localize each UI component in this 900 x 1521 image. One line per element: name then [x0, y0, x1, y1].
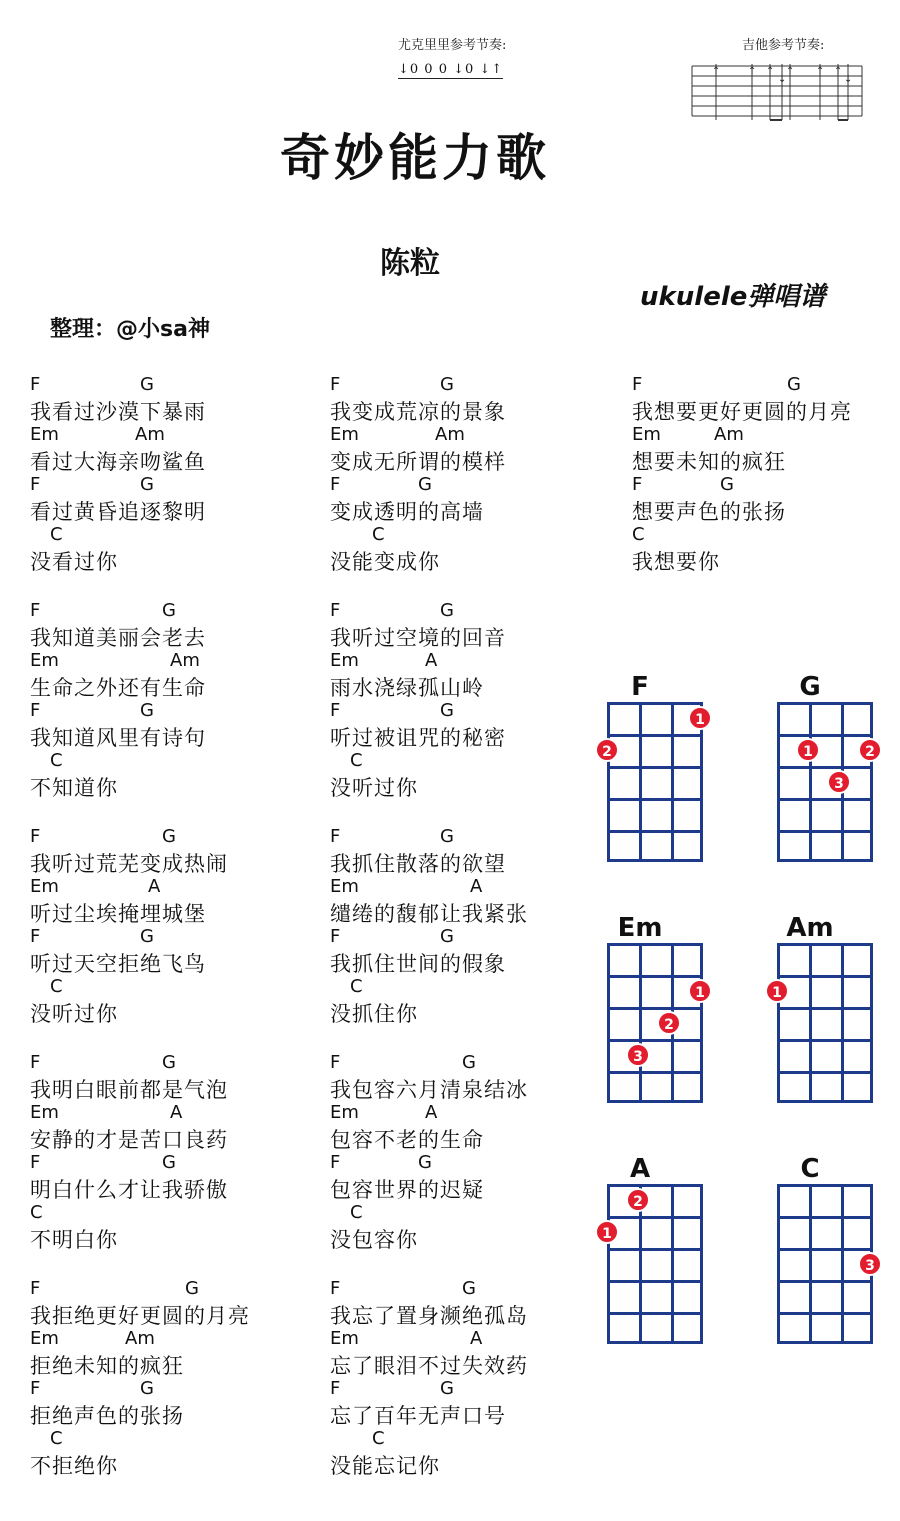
chord-symbol: Em — [330, 876, 359, 897]
chord-row — [30, 698, 206, 722]
svg-text:↑: ↑ — [748, 66, 757, 77]
chord-symbol: C — [372, 524, 385, 545]
sheet-subtitle: ukulele弹唱谱 — [640, 282, 826, 312]
chord-symbol: G — [720, 474, 734, 495]
lyric-text: 我想要你 — [632, 550, 720, 574]
chord-symbol: Em — [30, 1102, 59, 1123]
chord-diagram-name: A — [629, 1154, 651, 1184]
lyric-text: 我抓住散落的欲望 — [330, 852, 506, 876]
lyric-text: 不知道你 — [30, 776, 118, 800]
chord-symbol: G — [462, 1278, 476, 1299]
lyric-text: 看过黄昏追逐黎明 — [30, 500, 206, 524]
arranger-credit: 整理：@小sa神 — [50, 317, 210, 342]
chord-symbol: F — [330, 474, 341, 495]
chord-diagram-am — [745, 913, 875, 1113]
lyric-line — [330, 1100, 484, 1154]
chord-row — [30, 472, 206, 496]
chord-symbol: A — [425, 650, 438, 671]
lyric-text: 生命之外还有生命 — [30, 676, 206, 700]
lyric-line — [330, 1376, 506, 1430]
chord-row — [30, 1426, 118, 1450]
chord-symbol: Am — [714, 424, 744, 445]
chord-symbol: G — [418, 474, 432, 495]
lyric-text: 没看过你 — [30, 550, 118, 574]
chord-row — [30, 824, 228, 848]
chord-symbol: Em — [30, 1328, 59, 1349]
chord-symbol: C — [50, 750, 63, 771]
lyric-text: 我拒绝更好更圆的月亮 — [30, 1304, 250, 1328]
chord-symbol: F — [330, 1152, 341, 1173]
lyric-line — [330, 372, 506, 426]
finger-dot: 1 — [688, 706, 712, 730]
svg-text:↑: ↑ — [786, 66, 795, 77]
chord-symbol: F — [30, 826, 41, 847]
finger-dot: 1 — [765, 979, 789, 1003]
finger-dot: 3 — [827, 770, 851, 794]
chord-diagram-name: C — [800, 1154, 820, 1184]
uke-rhythm-pattern: ↓0 0 0 ↓0 ↓↑ — [398, 62, 504, 77]
lyric-line — [632, 372, 852, 426]
lyric-text: 想要声色的张扬 — [632, 500, 786, 524]
lyric-line — [330, 1050, 528, 1104]
lyric-text: 没能变成你 — [330, 550, 440, 574]
chord-row — [30, 1150, 228, 1174]
lyric-text: 安静的才是苦口良药 — [30, 1128, 228, 1152]
chord-diagram-name: Am — [786, 913, 834, 943]
chord-symbol: G — [440, 826, 454, 847]
lyric-line — [30, 372, 206, 426]
chord-symbol: C — [350, 1202, 363, 1223]
finger-dot: 1 — [595, 1220, 619, 1244]
chord-symbol: Am — [170, 650, 200, 671]
lyric-line — [330, 748, 418, 802]
song-title: 奇妙能力歌 — [280, 129, 550, 187]
chord-symbol: Em — [330, 424, 359, 445]
lyric-line — [30, 1426, 118, 1480]
lyric-line — [330, 522, 440, 576]
chord-row — [30, 1050, 228, 1074]
lyric-line — [632, 422, 786, 476]
chord-symbol: F — [30, 1378, 41, 1399]
chord-symbol: C — [50, 1428, 63, 1449]
chord-symbol: F — [330, 700, 341, 721]
lyric-line — [30, 422, 206, 476]
chord-diagram-name: Em — [617, 913, 663, 943]
chord-row — [30, 1276, 250, 1300]
chord-row — [632, 372, 852, 396]
chord-row — [30, 372, 206, 396]
chord-symbol: Am — [135, 424, 165, 445]
lyric-text: 我变成荒凉的景象 — [330, 400, 506, 424]
chord-row — [330, 522, 440, 546]
lyric-text: 没听过你 — [30, 1002, 118, 1026]
lyric-text: 变成无所谓的模样 — [330, 450, 506, 474]
lyric-text: 我知道美丽会老去 — [30, 626, 206, 650]
chord-row — [330, 698, 506, 722]
lyric-text: 拒绝未知的疯狂 — [30, 1354, 184, 1378]
lyric-text: 我知道风里有诗句 — [30, 726, 206, 750]
chord-symbol: G — [140, 1378, 154, 1399]
lyric-line — [330, 472, 484, 526]
chord-symbol: G — [162, 1052, 176, 1073]
chord-diagram-name: F — [631, 672, 649, 702]
chord-symbol: A — [148, 876, 161, 897]
finger-dot: 1 — [796, 738, 820, 762]
chord-symbol: C — [632, 524, 645, 545]
chord-row — [30, 1200, 118, 1224]
chord-symbol: C — [350, 976, 363, 997]
chord-row — [632, 472, 786, 496]
lyric-line — [330, 1276, 528, 1330]
lyric-text: 我抓住世间的假象 — [330, 952, 506, 976]
chord-symbol: G — [440, 1378, 454, 1399]
chord-symbol: Am — [435, 424, 465, 445]
lyric-line — [30, 924, 206, 978]
finger-dot: 2 — [595, 738, 619, 762]
lyric-line — [330, 824, 506, 878]
chord-symbol: F — [632, 474, 643, 495]
chord-row — [330, 1050, 528, 1074]
chord-symbol: G — [440, 374, 454, 395]
lyric-line — [30, 874, 206, 928]
chord-symbol: F — [30, 1278, 41, 1299]
chord-row — [330, 598, 506, 622]
lyric-text: 包容世界的迟疑 — [330, 1178, 484, 1202]
lyric-line — [632, 522, 720, 576]
lyric-text: 拒绝声色的张扬 — [30, 1404, 184, 1428]
chord-row — [632, 522, 720, 546]
fretboard-grid — [607, 1184, 703, 1344]
chord-row — [30, 1326, 184, 1350]
lyric-text: 变成透明的高墙 — [330, 500, 484, 524]
chord-row — [330, 1100, 484, 1124]
chord-symbol: F — [330, 600, 341, 621]
lyric-text: 明白什么才让我骄傲 — [30, 1178, 228, 1202]
chord-symbol: Em — [30, 876, 59, 897]
chord-symbol: C — [350, 750, 363, 771]
lyric-text: 没抓住你 — [330, 1002, 418, 1026]
chord-row — [330, 974, 418, 998]
lyric-line — [330, 1200, 418, 1254]
chord-row — [330, 924, 506, 948]
lyric-text: 想要未知的疯狂 — [632, 450, 786, 474]
chord-symbol: F — [330, 1378, 341, 1399]
lyric-line — [30, 1376, 184, 1430]
chord-symbol: G — [162, 600, 176, 621]
chord-symbol: A — [425, 1102, 438, 1123]
chord-row — [330, 1376, 506, 1400]
chord-symbol: C — [372, 1428, 385, 1449]
lyric-text: 听过天空拒绝飞鸟 — [30, 952, 206, 976]
chord-symbol: F — [330, 826, 341, 847]
lyric-line — [330, 924, 506, 978]
chord-row — [30, 422, 206, 446]
lyric-text: 我看过沙漠下暴雨 — [30, 400, 206, 424]
lyric-line — [30, 1326, 184, 1380]
lyric-text: 听过尘埃掩埋城堡 — [30, 902, 206, 926]
chord-diagram-a — [575, 1154, 705, 1354]
lyric-text: 我明白眼前都是气泡 — [30, 1078, 228, 1102]
chord-diagram-c — [745, 1154, 875, 1354]
chord-row — [30, 1100, 228, 1124]
lyric-text: 忘了百年无声口号 — [330, 1404, 506, 1428]
lyric-line — [330, 1426, 440, 1480]
uke-rhythm-label: 尤克里里参考节奏: — [398, 38, 507, 53]
chord-row — [30, 874, 206, 898]
lyric-line — [30, 748, 118, 802]
lyric-line — [30, 1100, 228, 1154]
lyric-text: 雨水浇绿孤山岭 — [330, 676, 484, 700]
lyric-line — [30, 1150, 228, 1204]
chord-symbol: Am — [125, 1328, 155, 1349]
lyric-line — [30, 698, 206, 752]
chord-diagram-f — [575, 672, 705, 872]
lyric-text: 不拒绝你 — [30, 1454, 118, 1478]
lyric-line — [30, 1276, 250, 1330]
lyric-line — [30, 824, 228, 878]
lyric-text: 看过大海亲吻鲨鱼 — [30, 450, 206, 474]
lyric-line — [330, 874, 528, 928]
chord-symbol: F — [330, 926, 341, 947]
chord-symbol: F — [30, 474, 41, 495]
chord-symbol: G — [140, 474, 154, 495]
chord-diagram-em — [575, 913, 705, 1113]
svg-text:↑: ↑ — [834, 66, 843, 77]
chord-diagram-g — [745, 672, 875, 872]
chord-symbol: G — [440, 700, 454, 721]
svg-text:↑: ↑ — [766, 66, 775, 77]
svg-text:↓: ↓ — [844, 74, 853, 85]
chord-symbol: F — [30, 1152, 41, 1173]
chord-symbol: F — [30, 600, 41, 621]
finger-dot: 2 — [657, 1011, 681, 1035]
chord-symbol: G — [140, 700, 154, 721]
lyric-text: 没能忘记你 — [330, 1454, 440, 1478]
chord-symbol: C — [50, 524, 63, 545]
chord-symbol: Em — [330, 650, 359, 671]
chord-symbol: G — [140, 374, 154, 395]
lyric-text: 缱绻的馥郁让我紧张 — [330, 902, 528, 926]
chord-row — [330, 372, 506, 396]
chord-symbol: F — [632, 374, 643, 395]
lyric-line — [30, 1050, 228, 1104]
chord-row — [330, 422, 506, 446]
chord-symbol: G — [185, 1278, 199, 1299]
lyric-text: 包容不老的生命 — [330, 1128, 484, 1152]
chord-symbol: F — [30, 926, 41, 947]
chord-row — [330, 472, 484, 496]
chord-row — [330, 1150, 484, 1174]
lyric-line — [330, 422, 506, 476]
lyric-line — [330, 1150, 484, 1204]
chord-row — [330, 824, 506, 848]
chord-symbol: A — [470, 1328, 483, 1349]
chord-symbol: Em — [30, 650, 59, 671]
lyric-line — [330, 648, 484, 702]
chord-symbol: G — [418, 1152, 432, 1173]
chord-row — [330, 748, 418, 772]
chord-row — [330, 1326, 528, 1350]
chord-symbol: A — [470, 876, 483, 897]
lyric-line — [30, 522, 118, 576]
chord-symbol: F — [30, 1052, 41, 1073]
fretboard-grid — [607, 702, 703, 862]
lyric-line — [30, 472, 206, 526]
finger-dot: 2 — [626, 1188, 650, 1212]
finger-dot: 3 — [858, 1252, 882, 1276]
svg-text:↑: ↑ — [712, 66, 721, 77]
chord-row — [30, 748, 118, 772]
chord-row — [632, 422, 786, 446]
lyric-text: 没包容你 — [330, 1228, 418, 1252]
chord-row — [30, 924, 206, 948]
chord-symbol: Em — [30, 424, 59, 445]
lyric-text: 我忘了置身濒绝孤岛 — [330, 1304, 528, 1328]
lyric-text: 我想要更好更圆的月亮 — [632, 400, 852, 424]
fretboard-grid — [777, 702, 873, 862]
chord-symbol: G — [140, 926, 154, 947]
guitar-rhythm-label: 吉他参考节奏: — [742, 38, 825, 53]
chord-symbol: G — [162, 1152, 176, 1173]
chord-symbol: Em — [330, 1102, 359, 1123]
chord-diagram-name: G — [799, 672, 821, 702]
chord-row — [330, 1426, 440, 1450]
lyric-text: 不明白你 — [30, 1228, 118, 1252]
lyric-line — [632, 472, 786, 526]
finger-dot: 2 — [858, 738, 882, 762]
chord-symbol: F — [330, 1278, 341, 1299]
fretboard-grid — [777, 943, 873, 1103]
chord-symbol: C — [50, 976, 63, 997]
finger-dot: 1 — [688, 979, 712, 1003]
chord-row — [30, 522, 118, 546]
lyric-line — [30, 598, 206, 652]
chord-row — [30, 1376, 184, 1400]
chord-symbol: C — [30, 1202, 43, 1223]
chord-symbol: F — [30, 700, 41, 721]
guitar-rhythm-tab — [690, 60, 865, 125]
lyric-text: 听过被诅咒的秘密 — [330, 726, 506, 750]
svg-text:↑: ↑ — [816, 66, 825, 77]
chord-row — [330, 648, 484, 672]
finger-dot: 3 — [626, 1043, 650, 1067]
artist-name: 陈粒 — [380, 246, 440, 281]
chord-row — [330, 1276, 528, 1300]
chord-symbol: F — [330, 374, 341, 395]
fretboard-grid — [607, 943, 703, 1103]
lyric-text: 我听过荒芜变成热闹 — [30, 852, 228, 876]
lyric-line — [30, 974, 118, 1028]
lyric-line — [330, 974, 418, 1028]
lyric-text: 忘了眼泪不过失效药 — [330, 1354, 528, 1378]
lyric-text: 没听过你 — [330, 776, 418, 800]
chord-symbol: G — [462, 1052, 476, 1073]
chord-symbol: G — [162, 826, 176, 847]
chord-symbol: F — [330, 1052, 341, 1073]
lyric-text: 我包容六月清泉结冰 — [330, 1078, 528, 1102]
chord-row — [30, 974, 118, 998]
chord-symbol: F — [30, 374, 41, 395]
lyric-line — [330, 1326, 528, 1380]
chord-symbol: Em — [632, 424, 661, 445]
chord-symbol: A — [170, 1102, 183, 1123]
svg-text:↓: ↓ — [778, 74, 787, 85]
chord-row — [30, 648, 206, 672]
chord-row — [330, 874, 528, 898]
lyric-line — [330, 698, 506, 752]
chord-row — [330, 1200, 418, 1224]
lyric-line — [30, 648, 206, 702]
lyric-line — [30, 1200, 118, 1254]
chord-symbol: G — [787, 374, 801, 395]
chord-row — [30, 598, 206, 622]
chord-symbol: G — [440, 600, 454, 621]
chord-symbol: G — [440, 926, 454, 947]
chord-symbol: Em — [330, 1328, 359, 1349]
lyric-line — [330, 598, 506, 652]
lyric-text: 我听过空境的回音 — [330, 626, 506, 650]
